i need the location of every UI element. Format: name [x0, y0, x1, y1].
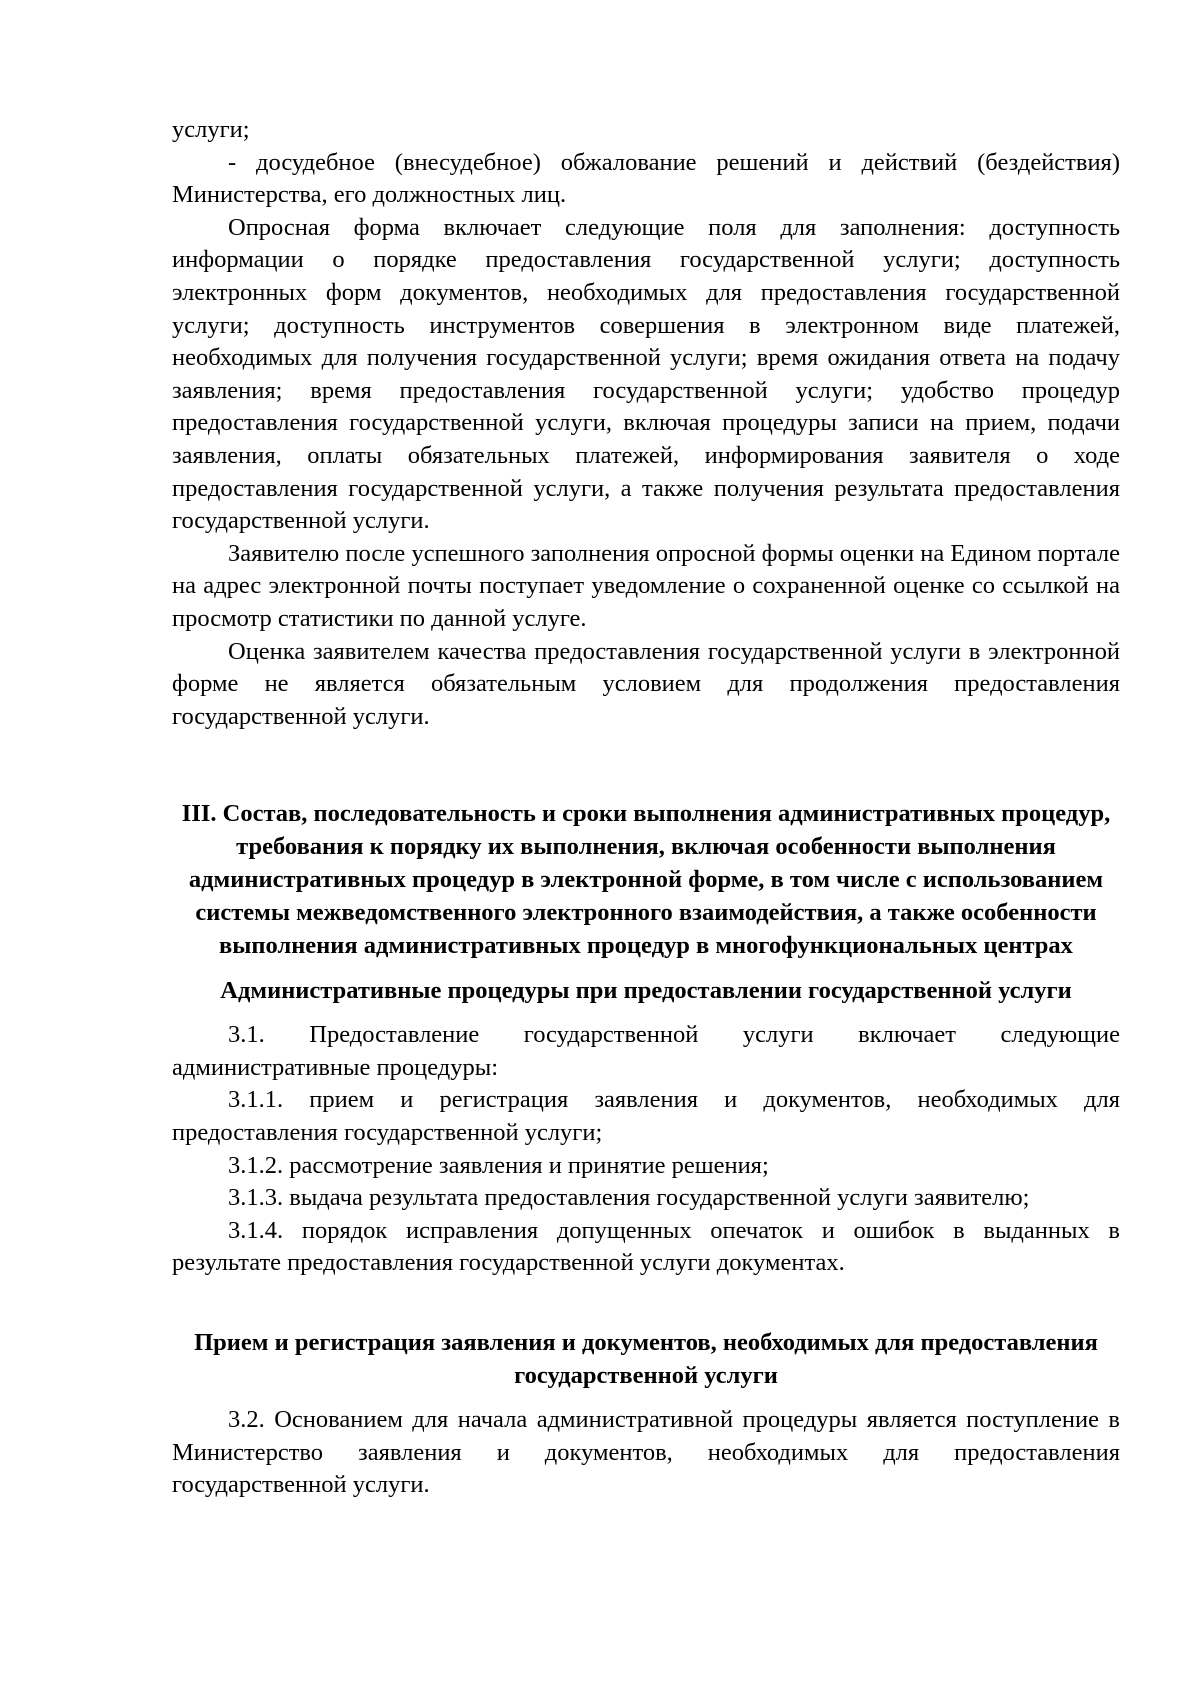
subheading: Прием и регистрация заявления и документов, необходимых для предоставления государственной услуги	[194, 1329, 1098, 1390]
paragraph: Оценка заявителем качества предоставления государственной услуги в электронной форме не является обязательным условием для продолжения предоставления государственной услуги.	[172, 637, 1120, 730]
paragraph: 3.2. Основанием для начала административной процедуры является поступление в Министерство заявления и документов, необходимых для предоставления государственной услуги.	[172, 1406, 1120, 1499]
spacer	[172, 733, 1120, 797]
paragraph: 3.1.4. порядок исправления допущенных опечаток и ошибок в выданных в результате предоставления государственной услуги документах.	[172, 1216, 1120, 1277]
paragraph: Опросная форма включает следующие поля для заполнения: доступность информации о порядке предоставления государственной услуги; доступность электронных форм документов, необходимых для предоставления государственной услуги; доступность инструментов совершения в электронном виде платежей, необходимых для получения государственной услуги; время ожидания ответа на подачу заявления; время предоставления государственной услуги; удобство процедур предоставления государственной услуги, включая процедуры записи на прием, подачи заявления, оплаты обязательных платежей, информирования заявителя о ходе предоставления государственной услуги, а также получения результата предоставления государственной услуги.	[172, 213, 1120, 535]
paragraph: 3.1.2. рассмотрение заявления и принятие решения;	[228, 1151, 769, 1179]
paragraph: 3.1.3. выдача результата предоставления государственной услуги заявителю;	[228, 1184, 1030, 1212]
subheading: Административные процедуры при предоставлении государственной услуги	[220, 977, 1072, 1005]
section-heading: III. Состав, последовательность и сроки выполнения административных процедур, требования к порядку их выполнения, включая особенности выполнения административных процедур в электронной форме, в том числе с использованием системы межведомственного электронного взаимодействия, а также особенности выполнения административных процедур в многофункциональных центрах	[181, 800, 1111, 960]
document-page	[172, 114, 1120, 1502]
paragraph: услуги;	[172, 116, 250, 143]
paragraph: 3.1.1. прием и регистрация заявления и документов, необходимых для предоставления государственной услуги;	[172, 1086, 1120, 1147]
paragraph: - досудебное (внесудебное) обжалование решений и действий (бездействия) Министерства, его должностных лиц.	[172, 148, 1120, 209]
paragraph: 3.1. Предоставление государственной услуги включает следующие административные процедуры:	[172, 1021, 1120, 1081]
spacer	[172, 1280, 1120, 1326]
paragraph: Заявителю после успешного заполнения опросной формы оценки на Едином портале на адрес электронной почты поступает уведомление о сохраненной оценке со ссылкой на просмотр статистики по данной услуге.	[172, 539, 1120, 632]
